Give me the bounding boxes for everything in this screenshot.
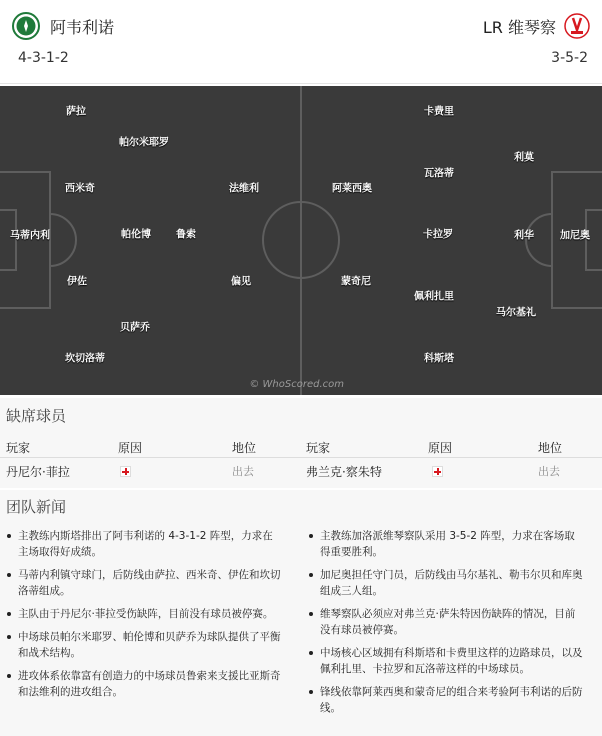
- missing-players-title: 缺席球员: [6, 407, 67, 425]
- missing-players-section: [0, 398, 602, 488]
- player-away-gk[interactable]: 加尼奥: [560, 230, 590, 242]
- player-away-mid[interactable]: 佩利扎里: [414, 291, 454, 303]
- watermark: © WhoScored.com: [249, 379, 344, 390]
- missing-status-home: 出去: [232, 465, 254, 478]
- missing-player-home[interactable]: 丹尼尔·菲拉: [6, 465, 70, 479]
- list-item: 维琴察队必须应对弗兰克·萨朱特因伤缺阵的情况，目前没有球员被停赛。: [306, 606, 584, 638]
- list-item: 进攻体系依靠富有创造力的中场球员鲁索来支援比亚斯奇和法维利的进攻组合。: [4, 668, 282, 700]
- header-reason: 原因: [428, 441, 453, 455]
- player-home-gk[interactable]: 马蒂内利: [10, 230, 50, 242]
- list-item: 主教练内斯塔排出了阿韦利诺的 4-3-1-2 阵型，力求在主场取得好成绩。: [4, 528, 282, 560]
- home-team[interactable]: [12, 12, 114, 40]
- injury-icon: [432, 466, 443, 477]
- list-item: 中场核心区域拥有科斯塔和卡费里这样的边路球员，以及佩利扎里、卡拉罗和瓦洛蒂这样的中场球员。: [306, 645, 584, 677]
- player-home-fw[interactable]: 法维利: [229, 183, 259, 195]
- player-home-mid[interactable]: 贝萨乔: [120, 322, 150, 334]
- header-player: 玩家: [306, 441, 331, 455]
- list-item: 马蒂内利镇守球门，后防线由萨拉、西米奇、伊佐和坎切洛蒂组成。: [4, 567, 282, 599]
- player-home-def[interactable]: 西米奇: [65, 183, 95, 195]
- player-away-fw[interactable]: 阿莱西奥: [332, 183, 372, 195]
- missing-table-header: [0, 438, 602, 458]
- missing-player-away[interactable]: 弗兰克·察朱特: [306, 465, 382, 479]
- player-away-fw[interactable]: 蒙奇尼: [341, 276, 371, 288]
- list-item: 锋线依靠阿莱西奥和蒙奇尼的组合来考验阿韦利诺的后防线。: [306, 684, 584, 716]
- header-status: 地位: [232, 441, 257, 455]
- team-news-title: 团队新闻: [6, 498, 67, 516]
- pitch: [0, 86, 602, 395]
- list-item: 中场球员帕尔米耶罗、帕伦博和贝萨乔为球队提供了平衡和战术结构。: [4, 629, 282, 661]
- away-team[interactable]: [483, 12, 590, 40]
- player-away-mid[interactable]: 卡费里: [424, 106, 454, 118]
- home-formation: 4-3-1-2: [18, 50, 69, 66]
- away-news: [306, 528, 584, 723]
- home-news: [4, 528, 282, 707]
- player-away-mid[interactable]: 瓦洛蒂: [424, 168, 454, 180]
- player-away-def[interactable]: 利华: [514, 230, 534, 242]
- list-item: 主队由于丹尼尔·菲拉受伤缺阵，目前没有球员被停赛。: [4, 606, 282, 622]
- header-reason: 原因: [118, 441, 143, 455]
- list-item: 加尼奥担任守门员，后防线由马尔基礼、勒韦尔贝和库奥组成三人组。: [306, 567, 584, 599]
- missing-status-away: 出去: [538, 465, 560, 478]
- away-team-badge-icon: [564, 12, 590, 40]
- away-team-name: LR 维琴察: [482, 17, 556, 37]
- player-home-mid[interactable]: 帕伦博: [121, 229, 151, 241]
- player-away-mid[interactable]: 科斯塔: [424, 353, 454, 365]
- home-team-name: 阿韦利诺: [50, 17, 115, 37]
- player-away-def[interactable]: 利莫: [514, 152, 534, 164]
- player-home-fw[interactable]: 偏见: [231, 276, 251, 288]
- player-home-am[interactable]: 鲁索: [176, 229, 196, 241]
- team-news-section: [0, 490, 602, 736]
- player-away-def[interactable]: 马尔基礼: [496, 307, 536, 319]
- player-home-def[interactable]: 坎切洛蒂: [65, 353, 105, 365]
- player-home-mid[interactable]: 帕尔米耶罗: [119, 137, 169, 149]
- list-item: 主教练加洛派维琴察队采用 3-5-2 阵型，力求在客场取得重要胜利。: [306, 528, 584, 560]
- header-player: 玩家: [6, 441, 31, 455]
- match-header: [0, 0, 602, 84]
- table-row: [0, 460, 602, 484]
- away-formation: 3-5-2: [551, 50, 588, 66]
- player-away-mid[interactable]: 卡拉罗: [423, 229, 453, 241]
- injury-icon: [120, 466, 131, 477]
- player-home-def[interactable]: 伊佐: [67, 276, 87, 288]
- header-status: 地位: [538, 441, 563, 455]
- home-team-badge-icon: [12, 12, 40, 40]
- player-home-def[interactable]: 萨拉: [66, 106, 86, 118]
